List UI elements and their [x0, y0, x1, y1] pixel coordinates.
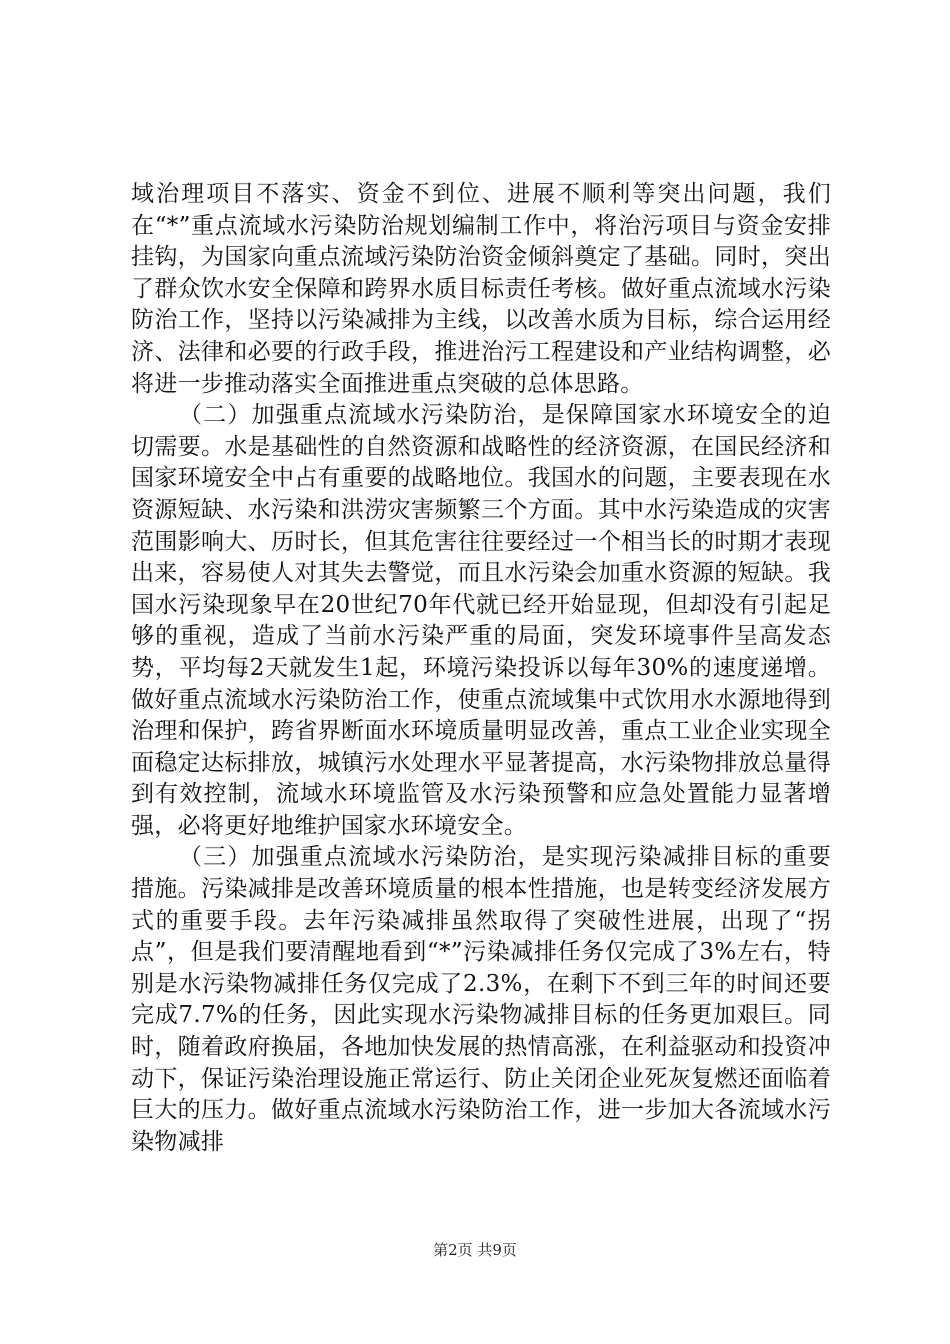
document-body [131, 179, 831, 1158]
page-footer: 第2页 共9页 [433, 1241, 517, 1259]
paragraph-3: （三）加强重点流域水污染防治，是实现污染减排目标的重要措施。污染减排是改善环境质量的根本性措施，也是转变经济发展方式的重要手段。去年污染减排虽然取得了突破性进展，出现了“拐点”，但是我们要清醒地看到“*”污染减排任务仅完成了3%左右，特别是水污染物减排任务仅完成了2.3%，在剩下不到三年的时间还要完成7.7%的任务，因此实现水污染物减排目标的任务更加艰巨。同时，随着政府换届，各地加快发展的热情高涨，在利益驱动和投资冲动下，保证污染治理设施正常运行、防止关闭企业死灰复燃还面临着巨大的压力。做好重点流域水污染防治工作，进一步加大各流域水污染物减排 [131, 844, 831, 1155]
paragraph-2: （二）加强重点流域水污染防治，是保障国家水环境安全的迫切需要。水是基础性的自然资源和战略性的经济资源，在国民经济和国家环境安全中占有重要的战略地位。我国水的问题，主要表现在水资源短缺、水污染和洪涝灾害频繁三个方面。其中水污染造成的灾害范围影响大、历时长，但其危害往往要经过一个相当长的时期才表现出来，容易使人对其失去警觉，而且水污染会加重水资源的短缺。我国水污染现象早在20世纪70年代就已经开始显现，但却没有引起足够的重视，造成了当前水污染严重的局面，突发环境事件呈高发态势，平均每2天就发生1起，环境污染投诉以每年30%的速度递增。做好重点流域水污染防治工作，使重点流域集中式饮用水水源地得到治理和保护，跨省界断面水环境质量明显改善，重点工业企业实现全面稳定达标排放，城镇污水处理水平显著提高，水污染物排放总量得到有效控制，流域水环境监管及水污染预警和应急处置能力显著增强，必将更好地维护国家水环境安全。 [131, 402, 831, 839]
paragraph-1: 域治理项目不落实、资金不到位、进展不顺利等突出问题，我们在“*”重点流域水污染防治规划编制工作中，将治污项目与资金安排挂钩，为国家向重点流域污染防治资金倾斜奠定了基础。同时，突出了群众饮水安全保障和跨界水质目标责任考核。做好重点流域水污染防治工作，坚持以污染减排为主线，以改善水质为目标，综合运用经济、法律和必要的行政手段，推进治污工程建设和产业结构调整，必将进一步推动落实全面推进重点突破的总体思路。 [131, 181, 831, 397]
